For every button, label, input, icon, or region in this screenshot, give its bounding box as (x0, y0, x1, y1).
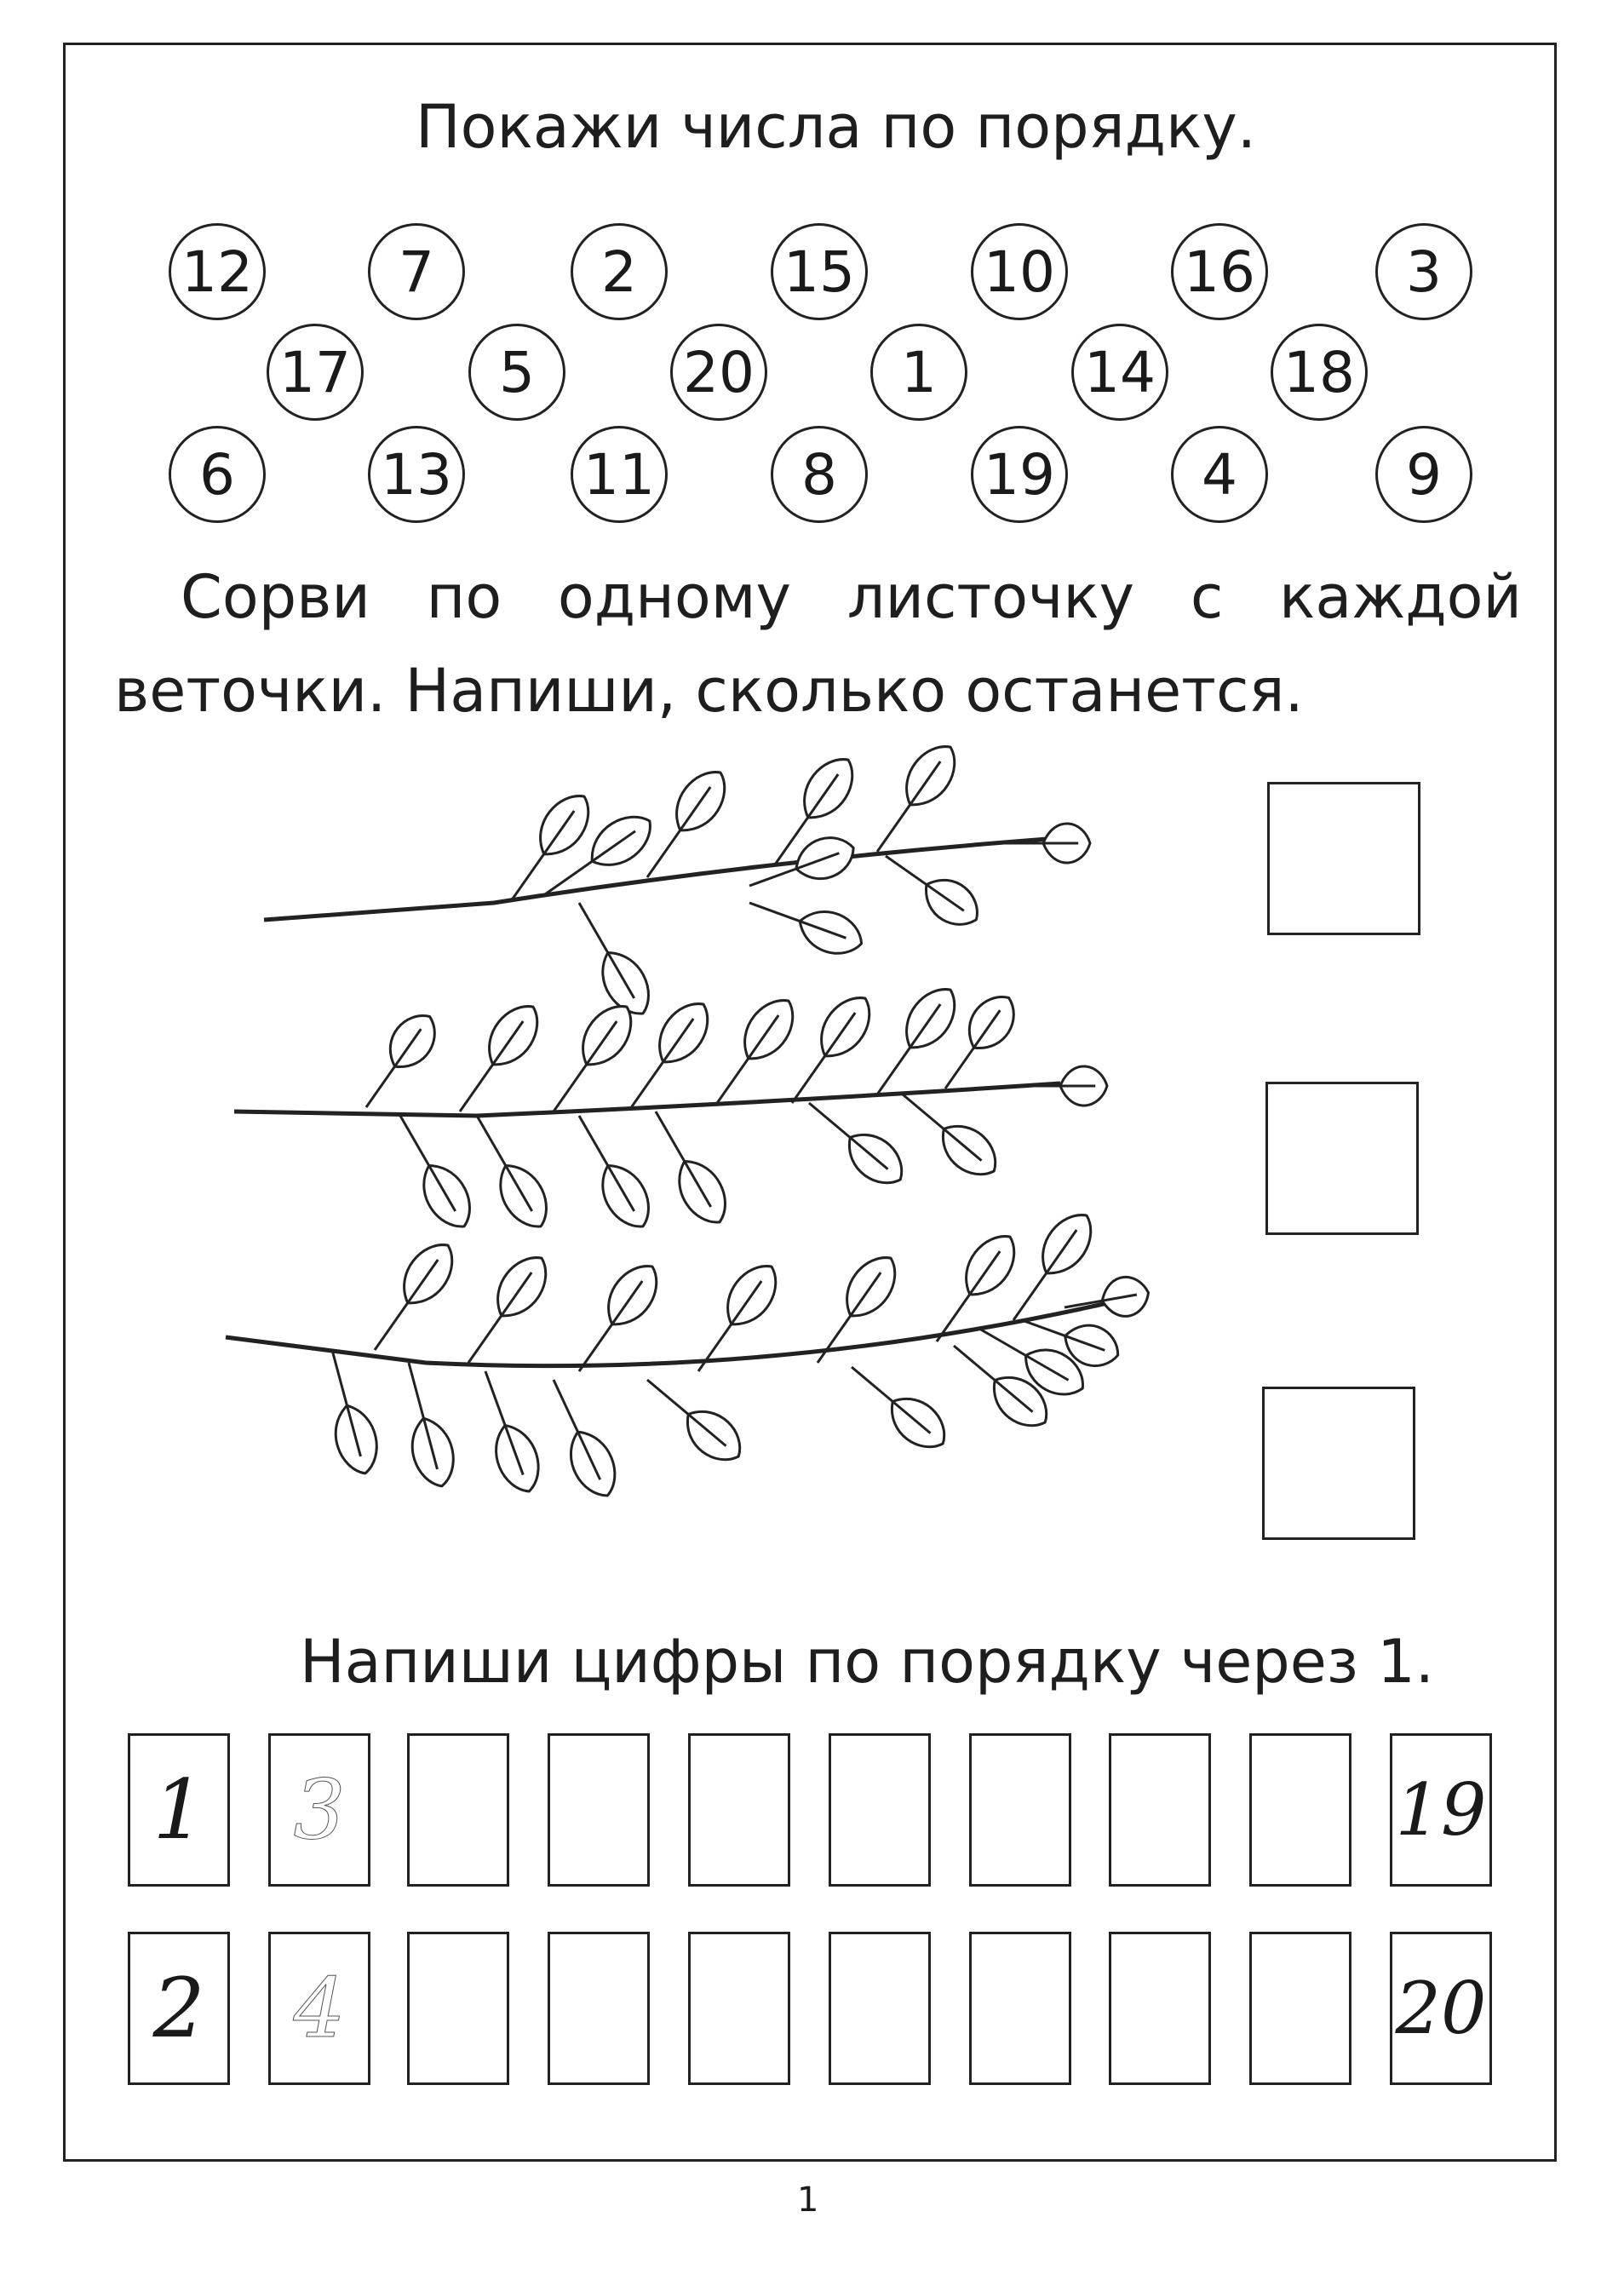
twig (792, 1056, 825, 1103)
number-circle[interactable]: 20 (670, 324, 767, 421)
twig (877, 1048, 910, 1094)
twig (579, 903, 608, 952)
leaf-icon (486, 1419, 547, 1498)
number-circle[interactable]: 3 (1375, 223, 1472, 320)
twig (647, 830, 680, 877)
number-circle[interactable]: 19 (971, 426, 1068, 523)
cell-digit: 4 (293, 1961, 346, 2056)
leaf-icon (793, 903, 868, 962)
twig (877, 805, 910, 852)
task3-title: Напиши цифры по порядку через 1. (300, 1627, 1435, 1697)
number-circle[interactable]: 14 (1071, 324, 1168, 421)
twig (366, 1066, 395, 1107)
writing-cell[interactable] (548, 1733, 650, 1887)
branch-3 (226, 1204, 1151, 1504)
writing-cell[interactable]: 20 (1390, 1932, 1492, 2085)
writing-cell[interactable]: 2 (128, 1932, 230, 2085)
leaf-icon (789, 830, 860, 887)
writing-cell[interactable] (268, 1932, 370, 2085)
twig (554, 1065, 587, 1112)
leaf-icon (528, 785, 600, 865)
leaf-icon (715, 1255, 788, 1336)
twig (468, 1316, 502, 1363)
number-circle[interactable]: 4 (1171, 426, 1268, 523)
leaf-icon (664, 761, 737, 842)
number-circle[interactable]: 7 (368, 223, 465, 320)
leaf-icon (915, 869, 988, 936)
answer-box-2[interactable] (1265, 1082, 1419, 1235)
twig (656, 1112, 685, 1161)
number-circle[interactable]: 1 (870, 324, 967, 421)
writing-cell[interactable] (969, 1733, 1071, 1887)
twig (698, 1324, 732, 1371)
twig (903, 1094, 944, 1129)
leaf-icon (1060, 1066, 1107, 1106)
leaf-icon (954, 1226, 1026, 1306)
twig (979, 1329, 1026, 1356)
twig (460, 1065, 493, 1112)
leaf-icon (732, 990, 805, 1070)
leaf-icon (894, 979, 967, 1059)
task1-title: Покажи числа по порядку. (416, 92, 1257, 162)
cell-digit: 3 (293, 1762, 346, 1858)
leaf-icon (485, 1247, 558, 1327)
writing-cell[interactable] (548, 1932, 650, 2085)
number-circle[interactable]: 13 (368, 426, 465, 523)
number-circle[interactable]: 10 (971, 223, 1068, 320)
leaf-icon (392, 1234, 464, 1314)
writing-cell[interactable] (407, 1733, 509, 1887)
twig (409, 1363, 423, 1418)
number-circle[interactable]: 5 (468, 324, 565, 421)
leaf-icon (837, 1123, 913, 1195)
twig (809, 1103, 850, 1137)
number-circle[interactable]: 15 (771, 223, 868, 320)
twig (485, 1371, 505, 1425)
leaf-icon (1043, 824, 1090, 863)
writing-cell[interactable]: 19 (1390, 1733, 1492, 1887)
writing-cell[interactable] (407, 1932, 509, 2085)
twig (852, 1367, 892, 1401)
twig (954, 1346, 995, 1380)
page-number: 1 (797, 2180, 819, 2220)
leaf-icon (477, 996, 549, 1076)
twig (477, 1116, 506, 1165)
leaf-icon (328, 1400, 384, 1479)
task2-title-line2: веточки. Напиши, сколько останется. (114, 656, 1304, 726)
twig (945, 1048, 974, 1089)
answer-box-1[interactable] (1267, 782, 1420, 935)
twig (886, 856, 927, 885)
writing-cell[interactable] (1249, 1733, 1351, 1887)
leaf-icon (596, 1255, 669, 1336)
leaf-icon (647, 993, 720, 1073)
branch-2 (234, 979, 1107, 1236)
stem (226, 1303, 1107, 1366)
leaf-icon (591, 1156, 660, 1236)
number-circle[interactable]: 6 (169, 426, 266, 523)
writing-cell[interactable] (268, 1733, 370, 1887)
twig (554, 1380, 578, 1432)
writing-cell[interactable] (688, 1932, 790, 2085)
twig (647, 1380, 688, 1414)
leaf-icon (675, 1399, 751, 1472)
number-circle[interactable]: 17 (267, 324, 364, 421)
writing-cell[interactable] (1109, 1932, 1211, 2085)
twig (1022, 1320, 1065, 1336)
branch-1 (264, 736, 1090, 1023)
twig (400, 1116, 429, 1165)
leaf-icon (668, 1152, 737, 1232)
number-circle[interactable]: 18 (1271, 324, 1368, 421)
task2-title-line1: Сорви по одному листочку с каждой (181, 562, 1522, 632)
leaf-icon (581, 805, 661, 877)
leaf-icon (958, 986, 1025, 1059)
leaf-icon (835, 1247, 907, 1327)
leaf-icon (880, 1387, 955, 1459)
twig (1013, 1273, 1047, 1320)
leaf-icon (894, 736, 967, 816)
answer-box-3[interactable] (1262, 1387, 1415, 1540)
leaf-icon (1099, 1273, 1151, 1320)
leaf-icon (809, 987, 881, 1067)
number-circle[interactable]: 12 (169, 223, 266, 320)
number-circle[interactable]: 9 (1375, 426, 1472, 523)
writing-cell[interactable] (1249, 1932, 1351, 2085)
twig (715, 1059, 749, 1106)
twig (749, 869, 796, 886)
writing-cell[interactable]: 1 (128, 1733, 230, 1887)
number-circle[interactable]: 16 (1171, 223, 1268, 320)
leaf-icon (931, 1114, 1007, 1186)
stem (234, 1083, 1060, 1116)
leaf-icon (489, 1156, 558, 1236)
writing-cell[interactable] (1109, 1733, 1211, 1887)
writing-cell[interactable] (829, 1733, 931, 1887)
number-circle[interactable]: 2 (571, 223, 668, 320)
twig (630, 1062, 663, 1109)
twig (579, 1116, 608, 1165)
twig (749, 903, 800, 922)
leaf-icon (412, 1156, 481, 1236)
twig (375, 1303, 408, 1350)
leaf-icon (405, 1413, 461, 1491)
twig (818, 1316, 851, 1363)
leaf-icon (792, 749, 864, 829)
leaf-icon (1030, 1204, 1103, 1284)
number-circle[interactable]: 8 (771, 426, 868, 523)
writing-cell[interactable] (969, 1932, 1071, 2085)
number-circle[interactable]: 11 (571, 426, 668, 523)
leaf-icon (560, 1423, 626, 1503)
writing-cell[interactable] (829, 1932, 931, 2085)
leaf-icon (379, 1005, 446, 1077)
twig (332, 1350, 347, 1405)
writing-cell[interactable] (688, 1733, 790, 1887)
